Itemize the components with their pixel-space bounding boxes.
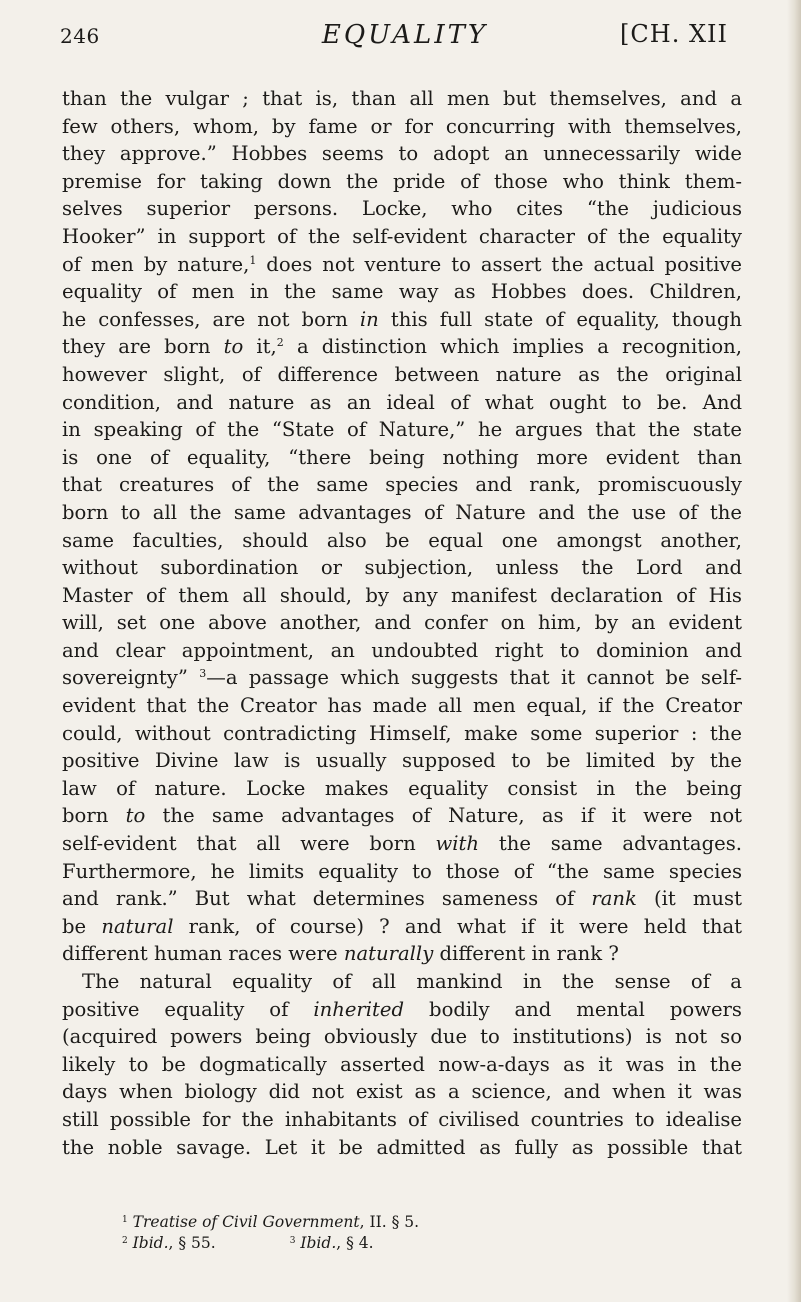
text-segment: and rank.” But what determines sameness of — [62, 887, 592, 911]
text-line: condition, and nature as an ideal of what ought to be. And — [62, 390, 742, 414]
text-segment: he confesses, are not born — [62, 307, 360, 331]
footnote-number: 1 — [122, 1215, 128, 1225]
italic-text: to — [223, 335, 244, 359]
text-line: same faculties, should also be equal one amongst another, — [62, 528, 742, 552]
footnote-ref: , § 55. — [168, 1234, 216, 1252]
footnote-marker: 3 — [199, 667, 207, 681]
text-segment: they are born — [62, 335, 224, 359]
footnote-3 — [290, 1234, 374, 1252]
text-line — [62, 830, 742, 858]
text-line — [62, 306, 742, 334]
text-line — [62, 802, 742, 830]
text-line: still possible for the inhabitants of civilised countries to idealise — [62, 1107, 742, 1131]
text-line: law of nature. Locke makes equality consist in the being — [62, 776, 742, 800]
footnote-marker: 1 — [249, 253, 257, 267]
text-line: that creatures of the same species and rank, promiscuously — [62, 473, 742, 497]
text-line: days when biology did not exist as a science, and when it was — [62, 1080, 742, 1104]
text-line — [62, 940, 742, 968]
text-segment: sovereignty” — [62, 666, 200, 690]
footnote-2 — [122, 1234, 216, 1252]
text-line: and clear appointment, an undoubted right to dominion and — [62, 638, 742, 662]
text-segment: this full state of equality, though — [378, 307, 742, 331]
text-line: without subordination or subjection, unless the Lord and — [62, 556, 742, 580]
footnote-1 — [62, 1212, 742, 1233]
footnote-marker: 2 — [276, 336, 284, 350]
page-edge-shadow — [787, 0, 801, 1302]
text-segment: self-evident that all were born — [62, 832, 436, 856]
text-segment: positive equality of — [62, 997, 314, 1021]
text-segment: a distinction which implies a recognition, — [283, 335, 742, 359]
running-title: EQUALITY — [321, 20, 489, 50]
text-line: The natural equality of all mankind in the sense of a — [82, 970, 742, 993]
text-segment: rank, of course) ? and what if it were held that — [173, 914, 742, 938]
text-line: equality of men in the same way as Hobbes does. Children, — [62, 280, 742, 304]
text-line: Master of them all should, by any manifest declaration of His — [62, 583, 742, 607]
text-line: evident that the Creator has made all men equal, if the Creator — [62, 694, 742, 718]
text-line: premise for taking down the pride of those who think them- — [62, 169, 742, 193]
italic-text: to — [125, 804, 146, 828]
text-line: likely to be dogmatically asserted now-a-days as it was in the — [62, 1052, 742, 1076]
text-segment: does not venture to assert the actual positive — [256, 252, 742, 276]
text-line: could, without contradicting Himself, make some superior : the — [62, 721, 742, 745]
italic-text: natural — [101, 914, 174, 938]
text-line — [62, 664, 742, 692]
text-segment: different human races were — [62, 942, 344, 966]
text-line: is one of equality, “there being nothing more evident than — [62, 445, 742, 469]
italic-text: naturally — [343, 942, 434, 966]
text-segment: (it must — [636, 887, 742, 911]
text-line: will, set one above another, and confer on him, by an evident — [62, 611, 742, 635]
footnote-title: Treatise of Civil Government — [132, 1213, 360, 1231]
text-segment: —a passage which suggests that it cannot be self- — [206, 666, 742, 690]
footnote-title: Ibid. — [300, 1234, 337, 1252]
text-segment: be — [62, 914, 102, 938]
text-segment: bodily and mental powers — [404, 997, 742, 1021]
footnote-number: 2 — [122, 1236, 128, 1246]
text-line: than the vulgar ; that is, than all men but themselves, and a — [62, 87, 742, 110]
text-line: positive Divine law is usually supposed to be limited by the — [62, 749, 742, 773]
text-line: however slight, of difference between nature as the original — [62, 362, 742, 386]
running-header — [60, 20, 750, 60]
text-segment: the same advantages of Nature, as if it were not — [145, 804, 742, 828]
text-line — [62, 333, 742, 361]
text-line — [62, 251, 742, 279]
italic-text: in — [359, 307, 379, 331]
footnotes — [62, 1212, 742, 1254]
footnote-number: 3 — [289, 1236, 296, 1246]
text-segment: born — [62, 804, 126, 828]
text-line: born to all the same advantages of Nature and the use of the — [62, 500, 742, 524]
text-segment: the same advantages. — [479, 832, 742, 856]
text-segment: of men by nature, — [62, 252, 250, 276]
text-line: selves superior persons. Locke, who cites “the judicious — [62, 197, 742, 221]
footnote-ref: , § 4. — [336, 1234, 374, 1252]
text-line: (acquired powers being obviously due to institutions) is not so — [62, 1025, 742, 1049]
footnote-2-3-row — [62, 1233, 742, 1254]
text-line: Furthermore, he limits equality to those of “the same species — [62, 859, 742, 883]
text-line: they approve.” Hobbes seems to adopt an unnecessarily wide — [62, 142, 742, 166]
body-text — [62, 85, 742, 1161]
text-line: Hooker” in support of the self-evident character of the equality — [62, 224, 742, 248]
text-segment: it, — [243, 335, 277, 359]
text-line — [62, 913, 742, 941]
text-line: in speaking of the “State of Nature,” he argues that the state — [62, 418, 742, 442]
italic-text: with — [435, 832, 480, 856]
text-line — [62, 996, 742, 1024]
footnote-title: Ibid. — [132, 1234, 169, 1252]
page-number: 246 — [60, 24, 100, 48]
text-line: few others, whom, by fame or for concurring with themselves, — [62, 114, 742, 138]
text-line: the noble savage. Let it be admitted as fully as possible that — [62, 1135, 742, 1159]
italic-text: rank — [591, 887, 637, 911]
chapter-label: [CH. XII — [620, 20, 728, 48]
text-segment: different in rank ? — [433, 942, 619, 966]
italic-text: inherited — [313, 997, 405, 1021]
text-line — [62, 885, 742, 913]
footnote-ref: , II. § 5. — [359, 1213, 420, 1231]
